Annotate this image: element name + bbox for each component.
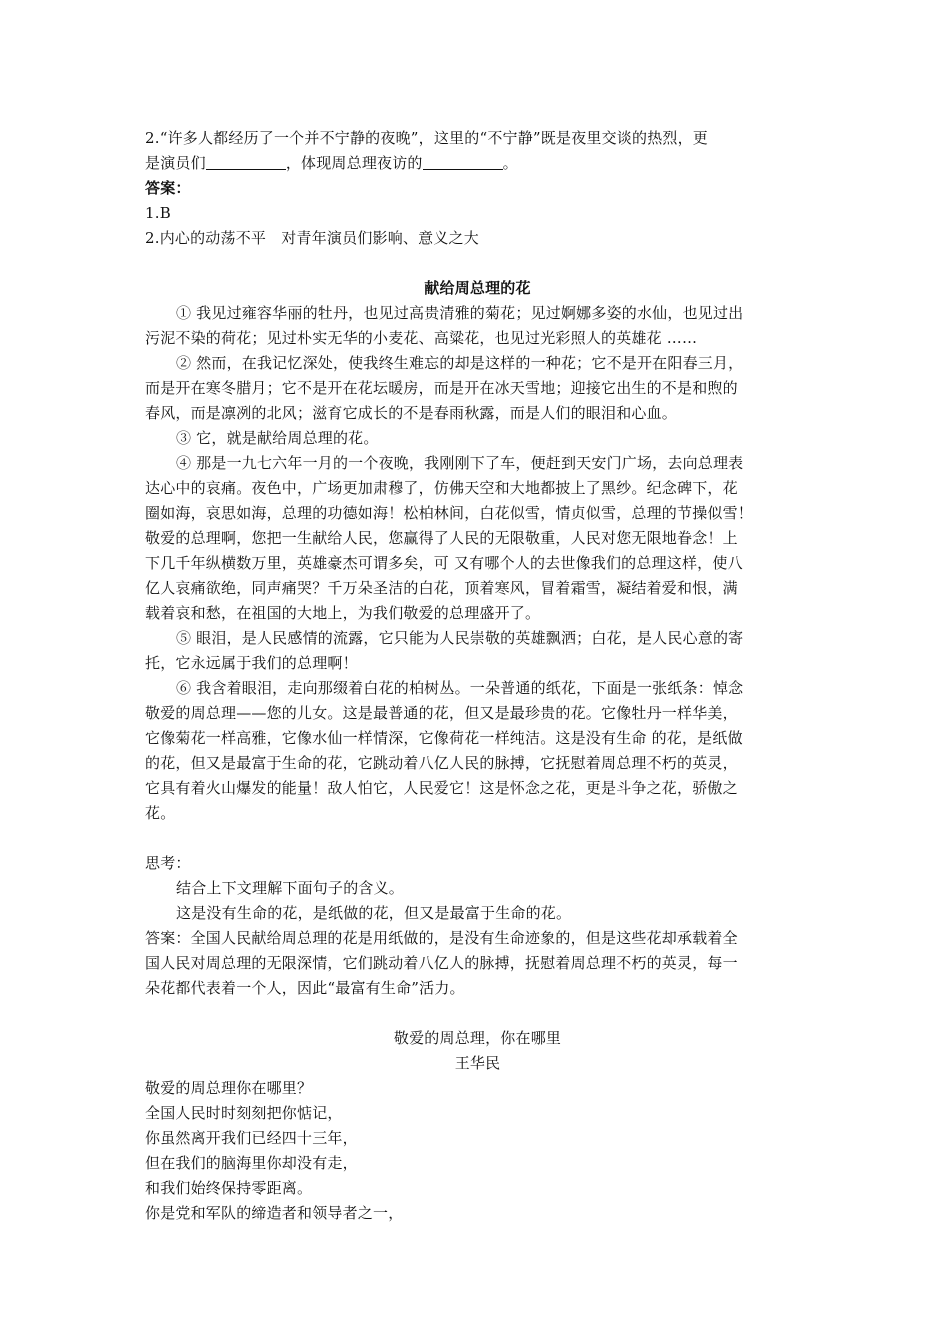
poem-line: 但在我们的脑海里你却没有走， [145,1154,358,1172]
article-line: 花。 [145,804,176,822]
poem-line: 你是党和军队的缔造者和领导者之一， [145,1204,404,1222]
question-2-text-c: 。 [502,154,518,172]
answer-blank-1 [206,154,286,170]
article-line: 它具有着火山爆发的能量！敌人怕它，人民爱它！这是怀念之花，更是斗争之花，骄傲之 [145,779,738,797]
answer-1: 1.B [145,204,171,222]
article-line: 达心中的哀痛。夜色中，广场更加肃穆了，仿佛天空和大地都披上了黑纱。纪念碑下，花 [145,479,738,497]
article-line: 载着哀和愁，在祖国的大地上，为我们敬爱的总理盛开了。 [145,604,541,622]
article-line: 亿人哀痛欲绝，同声痛哭？千万朵圣洁的白花，顶着寒风，冒着霜雪，凝结着爱和恨，满 [145,579,738,597]
article-line: 下几千年纵横数万里，英雄豪杰可谓多矣，可 又有哪个人的去世像我们的总理这样，使八 [145,554,743,572]
article-title: 献给周总理的花 [424,279,531,297]
question-2-line-1: 2.“许多人都经历了一个并不宁静的夜晚”，这里的“不宁静”既是夜里交谈的热烈，更 [145,129,708,147]
answer-label: 答案： [145,179,191,197]
article-line: ⑤ 眼泪，是人民感情的流露，它只能为人民崇敬的英雄飘洒；白花，是人民心意的寄 [176,629,744,647]
think-label: 思考： [145,854,191,872]
article-line: ① 我见过雍容华丽的牡丹，也见过高贵清雅的菊花；见过婀娜多姿的水仙，也见过出 [176,304,744,322]
answer-blank-2 [423,154,503,170]
poem-title: 敬爱的周总理，你在哪里 [393,1029,562,1047]
article-line: 圈如海，哀思如海，总理的功德如海！松柏林间，白花似雪，情贞似雪，总理的节操似雪！ [145,504,754,522]
poem-line: 敬爱的周总理你在哪里？ [145,1079,313,1097]
question-2-text-b: ，体现周总理夜访的 [285,154,423,172]
article-line: 的花，但又是最富于生命的花，它跳动着八亿人民的脉搏，它抚慰着周总理不朽的英灵， [145,754,738,772]
question-2-text-a: 是演员们 [145,154,206,172]
think-answer-line: 国人民对周总理的无限深情，它们跳动着八亿人的脉搏，抚慰着周总理不朽的英灵，每一 [145,954,738,972]
poem-line: 全国人民时时刻刻把你惦记， [145,1104,343,1122]
poem-line: 你虽然离开我们已经四十三年， [145,1129,358,1147]
answer-2: 2.内心的动荡不平 对青年演员们影响、意义之大 [145,229,479,247]
article-line: 敬爱的周总理——您的儿女。这是最普通的花，但又是最珍贵的花。它像牡丹一样华美， [145,704,738,722]
article-line: 它像菊花一样高雅，它像水仙一样情深，它像荷花一样纯洁。这是没有生命 的花，是纸做 [145,729,743,747]
question-2-line-2 [145,151,810,176]
think-answer-line: 朵花都代表着一个人，因此“最富有生命”活力。 [145,979,465,997]
article-line: ④ 那是一九七六年一月的一个夜晚，我刚刚下了车，便赶到天安门广场，去向总理表 [176,454,744,472]
article-line: ② 然而，在我记忆深处，使我终生难忘的却是这样的一种花；它不是开在阳春三月， [176,354,744,372]
poem-line: 和我们始终保持零距离。 [145,1179,313,1197]
article-line: 春风，而是凛冽的北风；滋育它成长的不是春雨秋露，而是人们的眼泪和心血。 [145,404,678,422]
article-line: 污泥不染的荷花；见过朴实无华的小麦花、高粱花，也见过光彩照人的英雄花 …… [145,329,698,347]
think-prompt: 结合上下文理解下面句子的含义。 [176,879,405,897]
think-sentence: 这是没有生命的花，是纸做的花，但又是最富于生命的花。 [176,904,572,922]
poem-author: 王华民 [454,1054,501,1072]
article-line: 敬爱的总理啊，您把一生献给人民，您赢得了人民的无限敬重，人民对您无限地眷念！上 [145,529,738,547]
article-line: 而是开在寒冬腊月；它不是开在花坛暖房，而是开在冰天雪地；迎接它出生的不是和煦的 [145,379,738,397]
think-answer-line: 答案：全国人民献给周总理的花是用纸做的，是没有生命迹象的，但是这些花却承载着全 [145,929,738,947]
article-line: 托，它永远属于我们的总理啊！ [145,654,358,672]
article-line: ⑥ 我含着眼泪，走向那缀着白花的柏树丛。一朵普通的纸花，下面是一张纸条：悼念 [176,679,744,697]
article-line: ③ 它，就是献给周总理的花。 [176,429,379,447]
